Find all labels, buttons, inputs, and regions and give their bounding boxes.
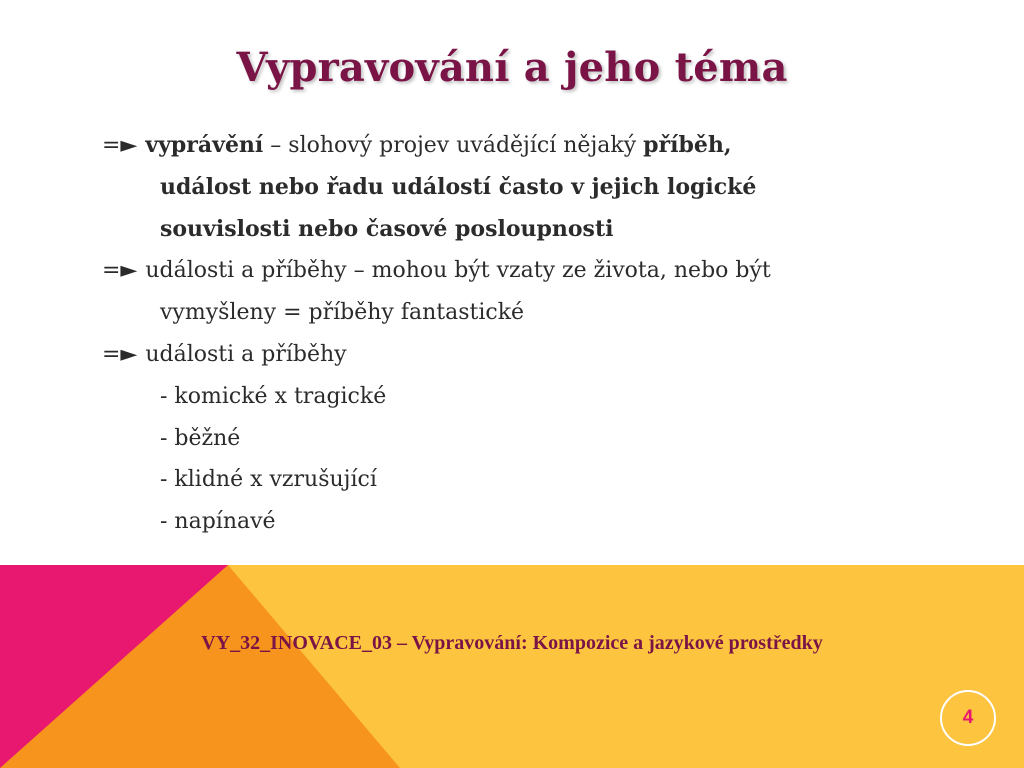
- slide-title: Vypravování a jeho téma: [236, 44, 788, 91]
- bullet-3: [102, 334, 962, 376]
- bullet-2: [102, 250, 962, 292]
- bullet-2-cont: vymyšleny = příběhy fantastické: [160, 300, 525, 326]
- bullet-1: [102, 125, 962, 167]
- footer-text: VY_32_INOVACE_03 – Vypravování: Kompozice a jazykové prostředky: [201, 632, 823, 654]
- sub-item-comic-tragic: - komické x tragické: [160, 383, 387, 409]
- sub-item-suspenseful: - napínavé: [160, 509, 276, 535]
- sub-item-common: - běžné: [160, 425, 241, 451]
- arrow-bullet-icon: =►: [102, 341, 138, 367]
- bullet-1-cont-2: souvislosti nebo časové posloupnosti: [160, 215, 614, 242]
- footer-decoration: [0, 565, 1024, 768]
- bullet-3-text: události a příběhy: [145, 341, 347, 367]
- page-number-badge: [940, 690, 996, 746]
- bullet-1-term: vyprávění: [145, 132, 264, 158]
- bullet-1-text: – slohový projev uvádějící nějaký: [263, 133, 644, 158]
- bullet-1-cont-1: událost nebo řadu událostí často v jejich logické: [160, 173, 757, 200]
- page-number: 4: [962, 707, 974, 728]
- arrow-bullet-icon: =►: [102, 258, 138, 284]
- bullet-2-text: události a příběhy – mohou být vzaty ze života, nebo být: [145, 258, 771, 284]
- arrow-bullet-icon: =►: [102, 133, 138, 158]
- bullet-1-bold-end: příběh,: [643, 132, 732, 158]
- slide-body: [102, 125, 962, 543]
- sub-item-calm-exciting: - klidné x vzrušující: [160, 467, 377, 493]
